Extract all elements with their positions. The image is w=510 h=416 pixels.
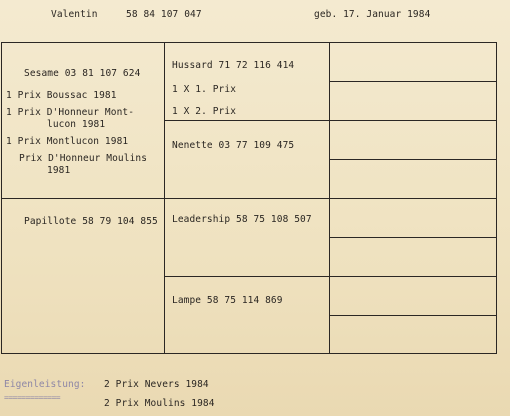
dam-sire-name: Leadership 58 75 108 507: [172, 214, 312, 225]
divider-great-1: [329, 81, 496, 82]
sire-dam-name: Nenette 03 77 109 475: [172, 140, 295, 151]
dam-dam-name: Lampe 58 75 114 869: [172, 295, 283, 306]
performance-label: Eigenleistung:: [4, 379, 86, 390]
dam-name: Papillote 58 79 104 855: [24, 216, 158, 227]
sire-result: 1 Prix D'Honneur Mont-: [6, 107, 135, 118]
divider-dam-grandparents: [164, 276, 496, 277]
sire-sire-result: 1 X 1. Prix: [172, 84, 237, 95]
sire-sire-name: Hussard 71 72 116 414: [172, 60, 295, 71]
pedigree-table: [1, 42, 497, 354]
divider-great-4: [329, 315, 496, 316]
sire-sire-result: 1 X 2. Prix: [172, 106, 237, 117]
sire-result: 1981: [47, 165, 71, 176]
divider-great-3: [329, 237, 496, 238]
sire-result: 1 Prix Boussac 1981: [6, 90, 117, 101]
performance-underline: =============: [4, 393, 61, 402]
divider-sire-grandparents: [164, 120, 496, 121]
divider-great-2: [329, 159, 496, 160]
performance-item: 2 Prix Nevers 1984: [104, 379, 209, 390]
sire-name: Sesame 03 81 107 624: [24, 68, 141, 79]
horse-number: 58 84 107 047: [126, 9, 202, 20]
sire-result: Prix D'Honneur Moulins: [19, 153, 148, 164]
divider-sire-dam: [2, 198, 496, 199]
performance-item: 2 Prix Moulins 1984: [104, 398, 215, 409]
horse-name: Valentin: [51, 9, 98, 20]
birth-date: geb. 17. Januar 1984: [314, 9, 431, 20]
sire-result: lucon 1981: [47, 119, 106, 130]
sire-result: 1 Prix Montlucon 1981: [6, 136, 129, 147]
